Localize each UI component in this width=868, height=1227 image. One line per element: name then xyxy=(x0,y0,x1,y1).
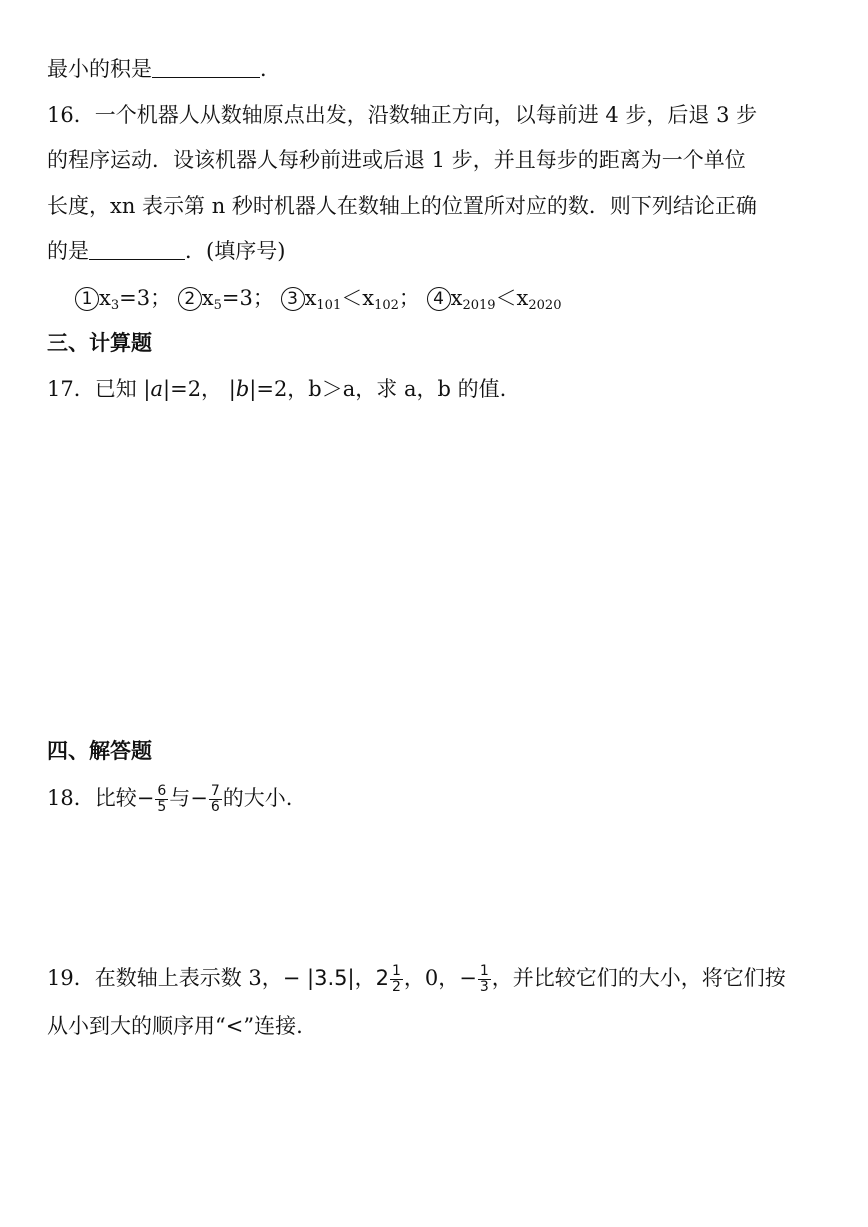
q15-text: 最小的积是 xyxy=(47,57,152,81)
q16-options xyxy=(75,284,561,320)
option-4: 4 $x_{2019}<x_{2020}$ xyxy=(427,286,562,310)
option-2: 2 $x_5=3$； xyxy=(178,286,281,310)
q16-line-4-pre: 的是 xyxy=(47,239,89,263)
q19-line-2: 从小到大的顺序用“<”连接. xyxy=(47,1014,303,1038)
q17-line: 17．已知 |a|=2， |b|=2，b＞a，求 a，b 的值. xyxy=(47,377,507,401)
q16-line-4-post: ．(填序号) xyxy=(185,239,286,263)
fraction-1-3: $\frac{1}{3}$ xyxy=(479,963,489,995)
q16-line-2: 的程序运动．设该机器人每秒前进或后退 1 步，并且每步的距离为一个单位 xyxy=(47,148,746,172)
q16-line-4 xyxy=(47,237,285,265)
fraction-7-6: $\frac{7}{6}$ xyxy=(210,783,220,815)
abs-b: |b| xyxy=(228,377,257,401)
q15-end: ． xyxy=(260,57,281,81)
q16-line-1: 16．一个机器人从数轴原点出发，沿数轴正方向，以每前进 4 步，后退 3 步 xyxy=(47,103,758,127)
q19-line-1: 19．在数轴上表示数 3，− |3.5|，2 $\frac{1}{2}$ ，0，− $\frac{1}{3}$ ，并比较它们的大小，将它们按 xyxy=(47,963,786,995)
q18-line: 18．比较− $\frac{6}{5}$ 与− $\frac{7}{6}$ 的大小. xyxy=(47,783,293,815)
option-3: 3 $x_{101}<x_{102}$； xyxy=(281,286,427,310)
section-title-calculation: 三、计算题 xyxy=(47,331,152,355)
fraction-6-5: $\frac{6}{5}$ xyxy=(157,783,167,815)
abs-a: |a| xyxy=(143,377,171,401)
answer-line-15 xyxy=(47,55,281,83)
answer-blank xyxy=(152,77,260,78)
q16-line-3: 长度，xn 表示第 n 秒时机器人在数轴上的位置所对应的数．则下列结论正确 xyxy=(47,194,757,218)
option-1: 1 $x_3=3$； xyxy=(75,286,178,310)
mixed-fraction: $\frac{1}{2}$ xyxy=(391,963,401,995)
circled-number-2: 2 xyxy=(178,287,202,311)
answer-blank xyxy=(89,259,185,260)
circled-number-1: 1 xyxy=(75,287,99,311)
abs-expression: − |3.5|， xyxy=(282,966,376,990)
section-title-answers: 四、解答题 xyxy=(47,739,152,763)
circled-number-4: 4 xyxy=(427,287,451,311)
circled-number-3: 3 xyxy=(281,287,305,311)
